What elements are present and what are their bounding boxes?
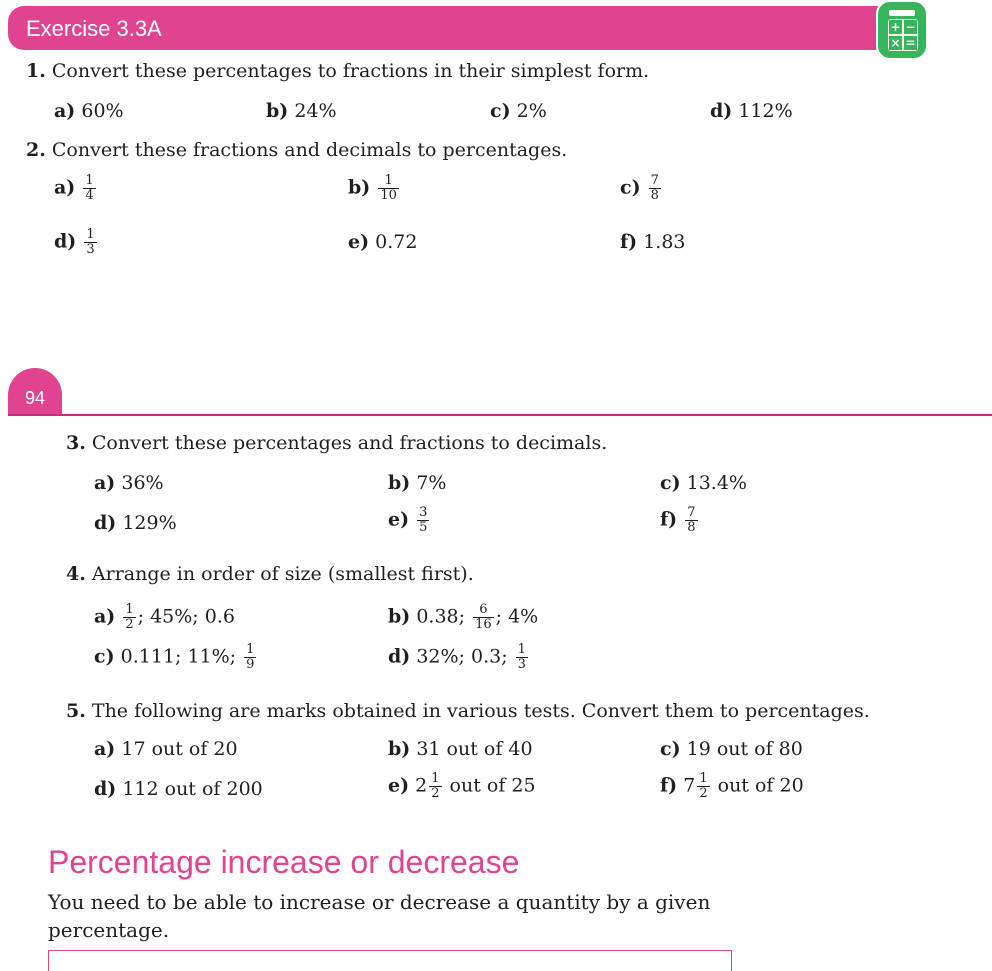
- q4-part-b: [388, 603, 538, 632]
- part-value: 13.4%: [686, 472, 747, 494]
- part-value: 17 out of 20: [121, 738, 238, 760]
- fraction: [84, 228, 96, 257]
- denominator: 3: [86, 242, 95, 257]
- q3-number: 3.: [66, 432, 86, 454]
- part-value: 24%: [294, 100, 337, 122]
- q5-prompt: [66, 700, 870, 722]
- q3-text: Convert these percentages and fractions to decimals.: [91, 432, 608, 454]
- q3-part-b: [388, 472, 446, 494]
- q4-part-a: [94, 603, 235, 632]
- denominator: 3: [517, 657, 526, 672]
- q2-part-a: [54, 174, 98, 203]
- numerator: 1: [246, 642, 255, 657]
- fraction: [244, 643, 256, 672]
- q2-part-d: [54, 228, 99, 257]
- denominator: 8: [650, 188, 659, 203]
- q3-part-c: [660, 472, 747, 494]
- q1-part-a: [54, 100, 124, 122]
- part-rest: out of 20: [711, 774, 804, 797]
- fraction: [649, 174, 661, 203]
- q3-part-a: [94, 472, 164, 494]
- q4-part-d: [388, 643, 530, 672]
- part-label: d): [54, 230, 77, 253]
- denominator: 4: [85, 188, 94, 203]
- part-label: e): [388, 508, 410, 531]
- part-value: 31 out of 40: [416, 738, 533, 760]
- q3-prompt: [66, 432, 607, 454]
- part-label: c): [620, 176, 641, 199]
- q2-part-b: [348, 174, 401, 203]
- numerator: 7: [650, 173, 659, 188]
- times-key: ×: [890, 36, 901, 50]
- part-label: f): [660, 508, 678, 531]
- q4-text: Arrange in order of size (smallest first).: [91, 563, 474, 585]
- q1-number: 1.: [26, 60, 46, 82]
- numerator: 1: [699, 771, 708, 786]
- fraction: [473, 603, 494, 632]
- q1-part-b: [266, 100, 337, 122]
- q5-part-b: [388, 738, 533, 760]
- q5-part-a: [94, 738, 238, 760]
- page-divider: [8, 414, 992, 416]
- equals-key: =: [905, 36, 916, 50]
- numerator: 1: [125, 602, 134, 617]
- fraction: [417, 506, 429, 535]
- q2-number: 2.: [26, 139, 46, 161]
- part-label: b): [348, 176, 371, 199]
- exercise-title: Exercise 3.3A: [26, 16, 162, 41]
- part-pre: 0.38;: [416, 605, 466, 628]
- q2-text: Convert these fractions and decimals to percentages.: [51, 139, 568, 161]
- q3-part-f: [660, 506, 700, 535]
- q1-text: Convert these percentages to fractions in their simplest form.: [51, 60, 650, 82]
- numerator: 1: [384, 173, 393, 188]
- exercise-banner: [8, 6, 888, 50]
- fraction: [697, 772, 709, 801]
- calculator-screen: [889, 10, 915, 16]
- q2-part-f: [620, 231, 686, 253]
- mixed-whole: 2: [415, 774, 428, 797]
- fraction: [685, 506, 697, 535]
- part-label: d): [710, 100, 733, 122]
- denominator: 9: [246, 657, 255, 672]
- part-label: c): [94, 645, 115, 668]
- part-label: c): [490, 100, 511, 122]
- fraction: [516, 643, 528, 672]
- denominator: 8: [687, 520, 696, 535]
- part-pre: 32%; 0.3;: [416, 645, 508, 668]
- numerator: 1: [517, 642, 526, 657]
- part-value: 129%: [122, 512, 177, 534]
- part-label: f): [620, 231, 638, 253]
- denominator: 2: [699, 786, 708, 801]
- part-value: 19 out of 80: [686, 738, 803, 760]
- q5-part-e: [388, 772, 536, 801]
- part-label: d): [388, 645, 411, 668]
- q4-prompt: [66, 563, 474, 585]
- minus-key: −: [905, 20, 916, 34]
- part-label: a): [94, 605, 116, 628]
- part-label: a): [54, 176, 76, 199]
- denominator: 2: [125, 617, 134, 632]
- part-value: 2%: [516, 100, 547, 122]
- denominator: 16: [475, 617, 492, 632]
- numerator: 1: [86, 227, 95, 242]
- calculator-icon: [876, 0, 928, 60]
- part-value: 0.72: [375, 231, 418, 253]
- mixed-whole: 7: [683, 774, 696, 797]
- q5-part-f: [660, 772, 804, 801]
- calculator-keypad: [888, 19, 918, 51]
- part-label: d): [94, 778, 117, 800]
- content-box-edge: [48, 950, 732, 971]
- part-pre: 0.111; 11%;: [120, 645, 237, 668]
- part-rest: ; 4%: [495, 605, 539, 628]
- part-label: b): [388, 605, 411, 628]
- denominator: 5: [419, 520, 428, 535]
- q4-part-c: [94, 643, 258, 672]
- q5-part-d: [94, 778, 263, 800]
- part-value: 36%: [121, 472, 164, 494]
- q1-part-d: [710, 100, 793, 122]
- q5-part-c: [660, 738, 803, 760]
- part-value: 112 out of 200: [122, 778, 263, 800]
- part-rest: ; 45%; 0.6: [137, 605, 235, 628]
- part-label: c): [660, 738, 681, 760]
- part-value: 7%: [416, 472, 447, 494]
- part-label: e): [348, 231, 370, 253]
- plus-key: +: [890, 20, 901, 34]
- part-value: 60%: [81, 100, 124, 122]
- fraction: [123, 603, 135, 632]
- part-value: 1.83: [643, 231, 686, 253]
- page-number: 94: [24, 388, 46, 408]
- numerator: 1: [85, 173, 94, 188]
- q2-part-c: [620, 174, 663, 203]
- part-value: 112%: [738, 100, 793, 122]
- q2-prompt: [26, 139, 567, 161]
- part-label: a): [94, 472, 116, 494]
- fraction: [83, 174, 95, 203]
- fraction: [429, 772, 441, 801]
- numerator: 6: [479, 602, 488, 617]
- part-label: a): [94, 738, 116, 760]
- q5-number: 5.: [66, 700, 86, 722]
- q4-number: 4.: [66, 563, 86, 585]
- section-heading: Percentage increase or decrease: [48, 844, 520, 880]
- q2-part-e: [348, 231, 417, 253]
- q5-text: The following are marks obtained in various tests. Convert them to percentages.: [91, 700, 870, 722]
- fraction: [378, 174, 399, 203]
- page-number-badge: [8, 368, 62, 415]
- numerator: 7: [687, 505, 696, 520]
- q1-part-c: [490, 100, 547, 122]
- denominator: 10: [380, 188, 397, 203]
- part-label: b): [266, 100, 289, 122]
- q1-prompt: [26, 60, 649, 82]
- denominator: 2: [431, 786, 440, 801]
- part-rest: out of 25: [443, 774, 536, 797]
- part-label: d): [94, 512, 117, 534]
- numerator: 3: [419, 505, 428, 520]
- q3-part-e: [388, 506, 431, 535]
- part-label: a): [54, 100, 76, 122]
- part-label: b): [388, 472, 411, 494]
- q3-part-d: [94, 512, 177, 534]
- part-label: f): [660, 774, 678, 797]
- part-label: e): [388, 774, 410, 797]
- part-label: b): [388, 738, 411, 760]
- numerator: 1: [431, 771, 440, 786]
- part-label: c): [660, 472, 681, 494]
- section-text: You need to be able to increase or decrease a quantity by a given percentage.: [48, 890, 711, 942]
